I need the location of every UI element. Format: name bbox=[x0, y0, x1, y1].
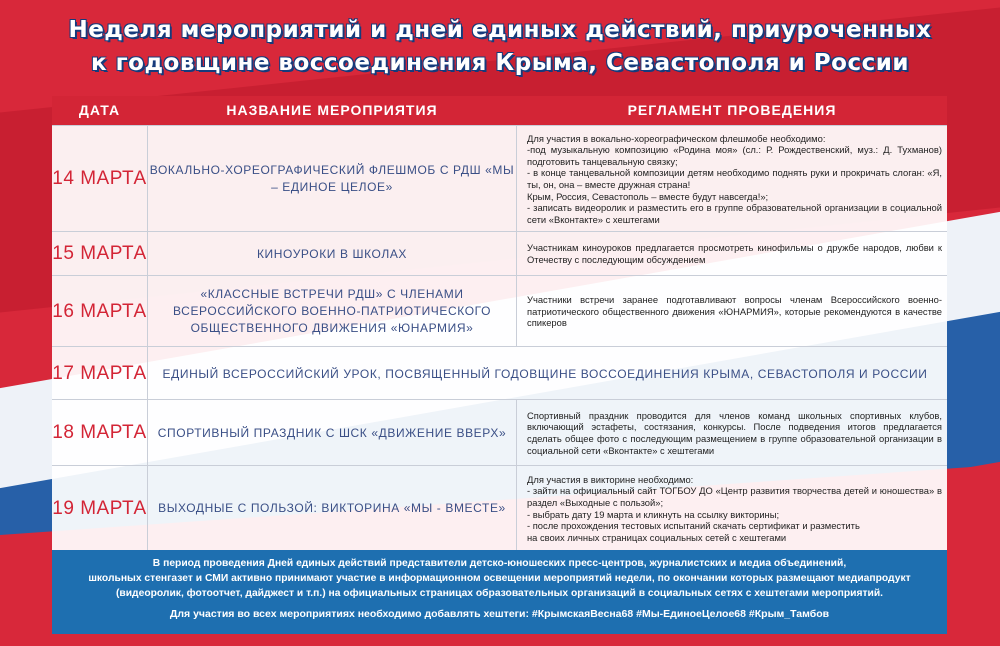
row-date: 16 МАРТА bbox=[52, 300, 147, 322]
table-header bbox=[52, 96, 947, 125]
column-header-reglament: РЕГЛАМЕНТ ПРОВЕДЕНИЯ bbox=[627, 102, 837, 118]
row-event-name: ВОКАЛЬНО-ХОРЕОГРАФИЧЕСКИЙ ФЛЕШМОБ С РДШ «МЫ – ЕДИНОЕ ЦЕЛОЕ» bbox=[149, 163, 515, 194]
row-reglament-text: Участники встречи заранее подготавливают вопросы членам Всероссийского военно-патриотического общественного движения «ЮНАРМИЯ», которые рекомендуются в качестве спикеров bbox=[527, 294, 942, 329]
row-date: 15 МАРТА bbox=[52, 243, 147, 264]
row-event-name: КИНОУРОКИ В ШКОЛАХ bbox=[256, 246, 408, 261]
table-row bbox=[52, 275, 947, 347]
table-row bbox=[52, 465, 947, 551]
row-reglament bbox=[517, 232, 942, 276]
row-reglament bbox=[517, 276, 942, 347]
row-date: 17 МАРТА bbox=[52, 362, 147, 384]
row-date: 18 МАРТА bbox=[52, 422, 147, 443]
column-header-name: НАЗВАНИЕ МЕРОПРИЯТИЯ bbox=[226, 102, 438, 118]
row-event-name: ВЫХОДНЫЕ С ПОЛЬЗОЙ: ВИКТОРИНА «МЫ - ВМЕСТЕ» bbox=[158, 501, 506, 515]
row-date: 14 МАРТА bbox=[52, 168, 147, 189]
row-event-name: «КЛАССНЫЕ ВСТРЕЧИ РДШ» С ЧЛЕНАМИ ВСЕРОССИЙСКОГО ВОЕННО-ПАТРИОТИЧЕСКОГО ОБЩЕСТВЕННОГО ДВИЖЕНИЯ «ЮНАРМИЯ» bbox=[172, 287, 492, 335]
row-reglament-text: Спортивный праздник проводится для членов команд школьных спортивных клубов, включающий эстафеты, состязания, конкурсы. После подведения итогов предлагается сделать общее фото с последующим размещением в группе образовательной организации в социальной сети «Вконтакте» с хештегами bbox=[527, 409, 942, 456]
row-event-name: СПОРТИВНЫЙ ПРАЗДНИК С ШСК «ДВИЖЕНИЕ ВВЕРХ» bbox=[157, 425, 507, 440]
table-row bbox=[52, 399, 947, 466]
row-reglament-text: Для участия в вокально-хореографическом флешмобе необходимо: -под музыкальную композицию «Родина моя» (сл.: Р. Рождественский, муз.: Д. Тухманов) подготовить танцевальную связку; - в конце танцевальной композиции детям необходимо поднять руки и прокричать слоган: «Я, ты, он, она – вместе дружная страна! Крым, Россия, Севастополь – вместе будут навсегда!»; - записать видеоролик и разместить его в группе образовательной организации в социальной сети «Вконтакте» с хештегами bbox=[527, 132, 942, 225]
row-date: 19 МАРТА bbox=[52, 497, 147, 519]
column-header-date: ДАТА bbox=[78, 102, 121, 118]
title-line-1: Неделя мероприятий и дней единых действий, приуроченных bbox=[68, 17, 932, 43]
events-table bbox=[52, 96, 947, 550]
row-reglament bbox=[517, 466, 942, 551]
row-reglament-text: Участникам киноуроков предлагается просмотреть кинофильмы о дружбе народов, любви к Отечеству с последующим обсуждением bbox=[527, 242, 942, 265]
row-reglament-text: Для участия в викторине необходимо: - зайти на официальный сайт ТОГБОУ ДО «Центр развития творчества детей и юношества» в раздел «Выходные с пользой»; - выбрать дату 19 марта и кликнуть на ссылку викторины; - после прохождения тестовых испытаний скачать сертификат и разместить на своих личных страницах социальных сетей с хештегами bbox=[527, 473, 942, 543]
footer-banner bbox=[52, 550, 947, 634]
row-reglament bbox=[517, 126, 942, 232]
table-row bbox=[52, 125, 947, 232]
row-reglament bbox=[517, 400, 942, 466]
page-title bbox=[0, 14, 1000, 80]
table-row bbox=[52, 231, 947, 276]
table-row bbox=[52, 346, 947, 400]
title-line-2: к годовщине воссоединения Крыма, Севастополя и России bbox=[91, 50, 909, 76]
footer-hashtags: Для участия во всех мероприятиях необходимо добавлять хештеги: #КрымскаяВесна68 #Мы-ЕдиноеЦелое68 #Крым_Тамбов bbox=[169, 608, 830, 620]
row-event-name: ЕДИНЫЙ ВСЕРОССИЙСКИЙ УРОК, ПОСВЯЩЕННЫЙ ГОДОВЩИНЕ ВОССОЕДИНЕНИЯ КРЫМА, СЕВАСТОПОЛЯ И РОССИИ bbox=[162, 366, 928, 381]
footer-paragraph: В период проведения Дней единых действий представители детско-юношеских пресс-центров, журналистских и медиа объединений, школьных стенгазет и СМИ активно принимают участие в информационном освещении мероприятий недели, по окончании которых размещают медиапродукт (видеоролик, фотоотчет, дайджест и т.п.) на официальных страницах образовательных организаций в социальных сетях с хештегами мероприятий. bbox=[88, 558, 911, 599]
